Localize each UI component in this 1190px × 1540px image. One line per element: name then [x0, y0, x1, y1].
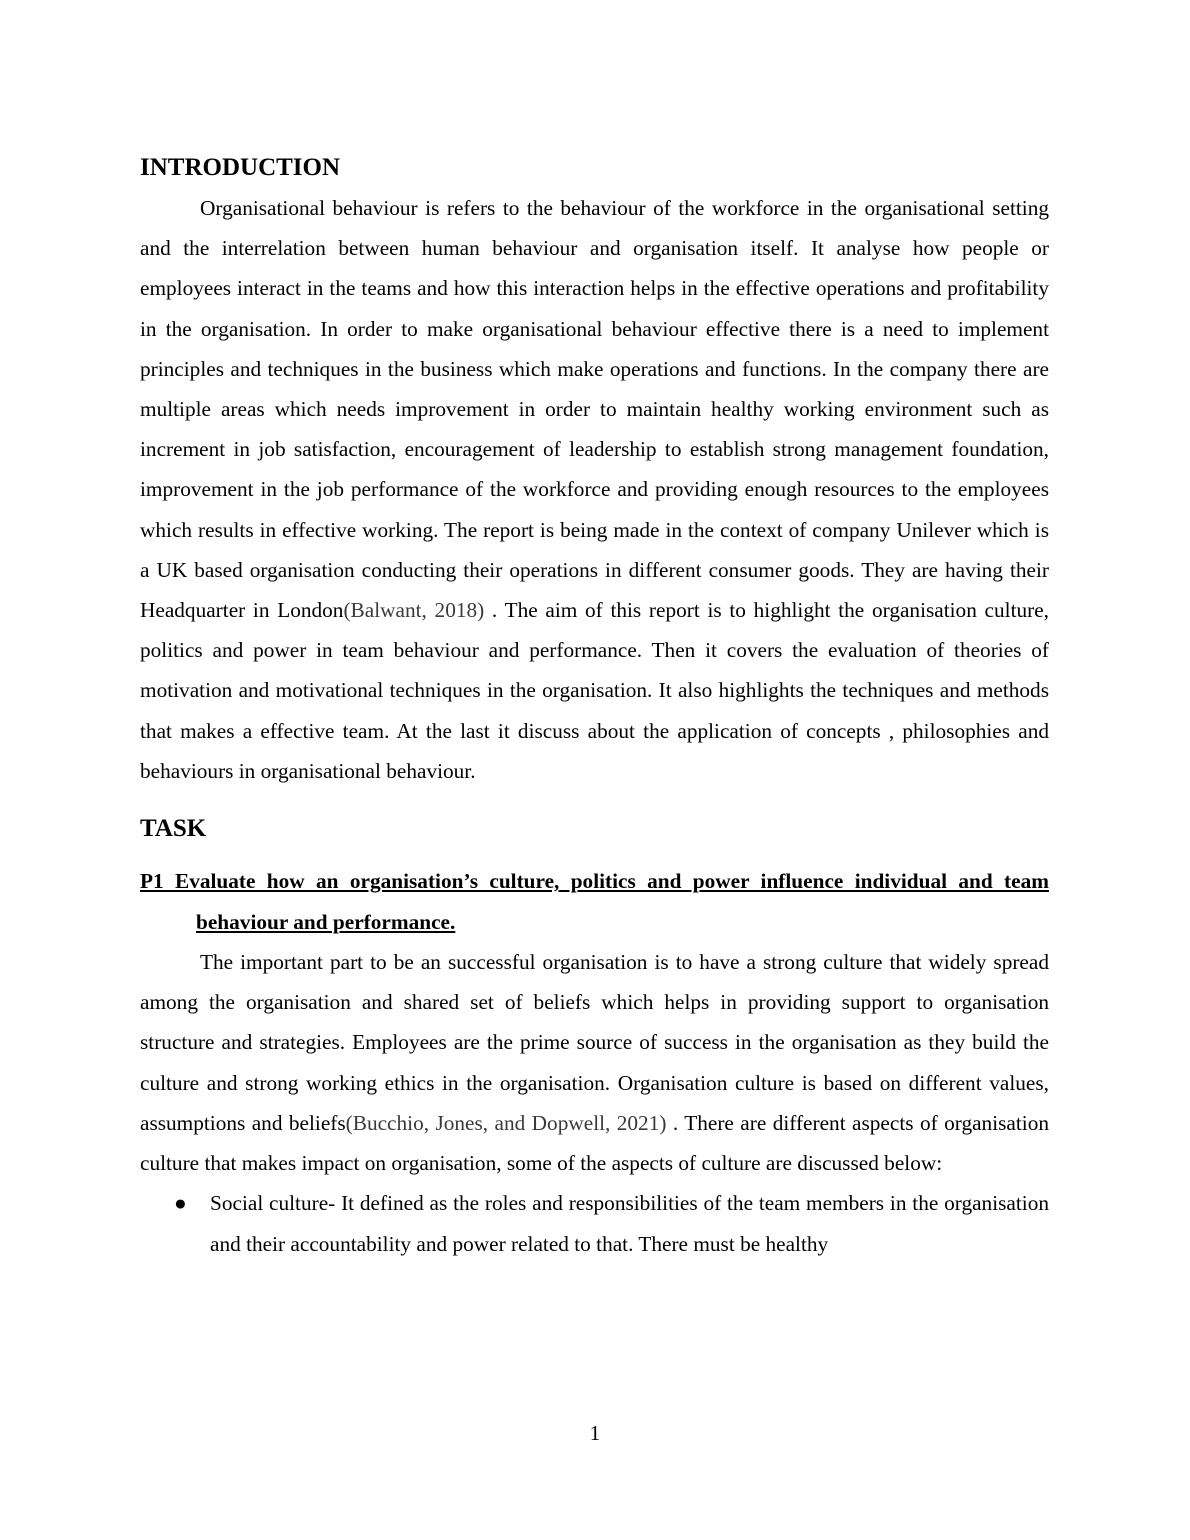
- task-text-start: The important part to be an successful organisation is to have a strong culture that widely spread among the organisation and shared set of beliefs which helps in providing support to organisation structure and strategies. Employees are the prime source of success in the organisation as they build the culture and strong working ethics in the organisation. Organisation culture is based on different values, assumptions and beliefs: [140, 950, 1049, 1135]
- citation-balwant: (Balwant, 2018): [343, 598, 485, 623]
- page-content: [140, 148, 1049, 1264]
- list-item-text: Social culture- It defined as the roles and responsibilities of the team members in the organisation and their accountability and power related to that. There must be healthy: [210, 1191, 1049, 1256]
- task-text-end: . There are different aspects of organisation culture that makes impact on organisation, some of the aspects of culture are discussed below:: [140, 1110, 1049, 1176]
- introduction-paragraph: [140, 188, 1049, 791]
- p1-subheading: P1 Evaluate how an organisation’s culture, politics and power influence individual and team behaviour and performance.: [140, 869, 1049, 934]
- list-item: [140, 1183, 1049, 1264]
- culture-aspects-list: [140, 1183, 1049, 1264]
- task-paragraph: [140, 942, 1049, 1183]
- page-number: 1: [589, 1421, 601, 1445]
- task-heading: TASK: [140, 815, 207, 843]
- introduction-text-start: Organisational behaviour is refers to the behaviour of the workforce in the organisational setting and the interrelation between human behaviour and organisation itself. It analyse how people or employees interact in the teams and how this interaction helps in the effective operations and profitability in the organisation. In order to make organisational behaviour effective there is a need to implement principles and techniques in the business which make operations and functions. In the company there are multiple areas which needs improvement in order to maintain healthy working environment such as increment in job satisfaction, encouragement of leadership to establish strong management foundation, improvement in the job performance of the workforce and providing enough resources to the employees which results in effective working. The report is being made in the context of company Unilever which is a UK based organisation conducting their operations in different consumer goods. They are having their Headquarter in London: [140, 196, 1049, 623]
- introduction-text-end: . The aim of this report is to highlight the organisation culture, politics and power in team behaviour and performance. Then it covers the evaluation of theories of motivation and motivational techniques in the organisation. It also highlights the techniques and methods that makes a effective team. At the last it discuss about the application of concepts , philosophies and behaviours in organisational behaviour.: [140, 598, 1050, 783]
- introduction-heading: INTRODUCTION: [140, 154, 341, 181]
- citation-bucchio: (Bucchio, Jones, and Dopwell, 2021): [345, 1110, 667, 1135]
- bullet-icon: ●: [174, 1191, 187, 1216]
